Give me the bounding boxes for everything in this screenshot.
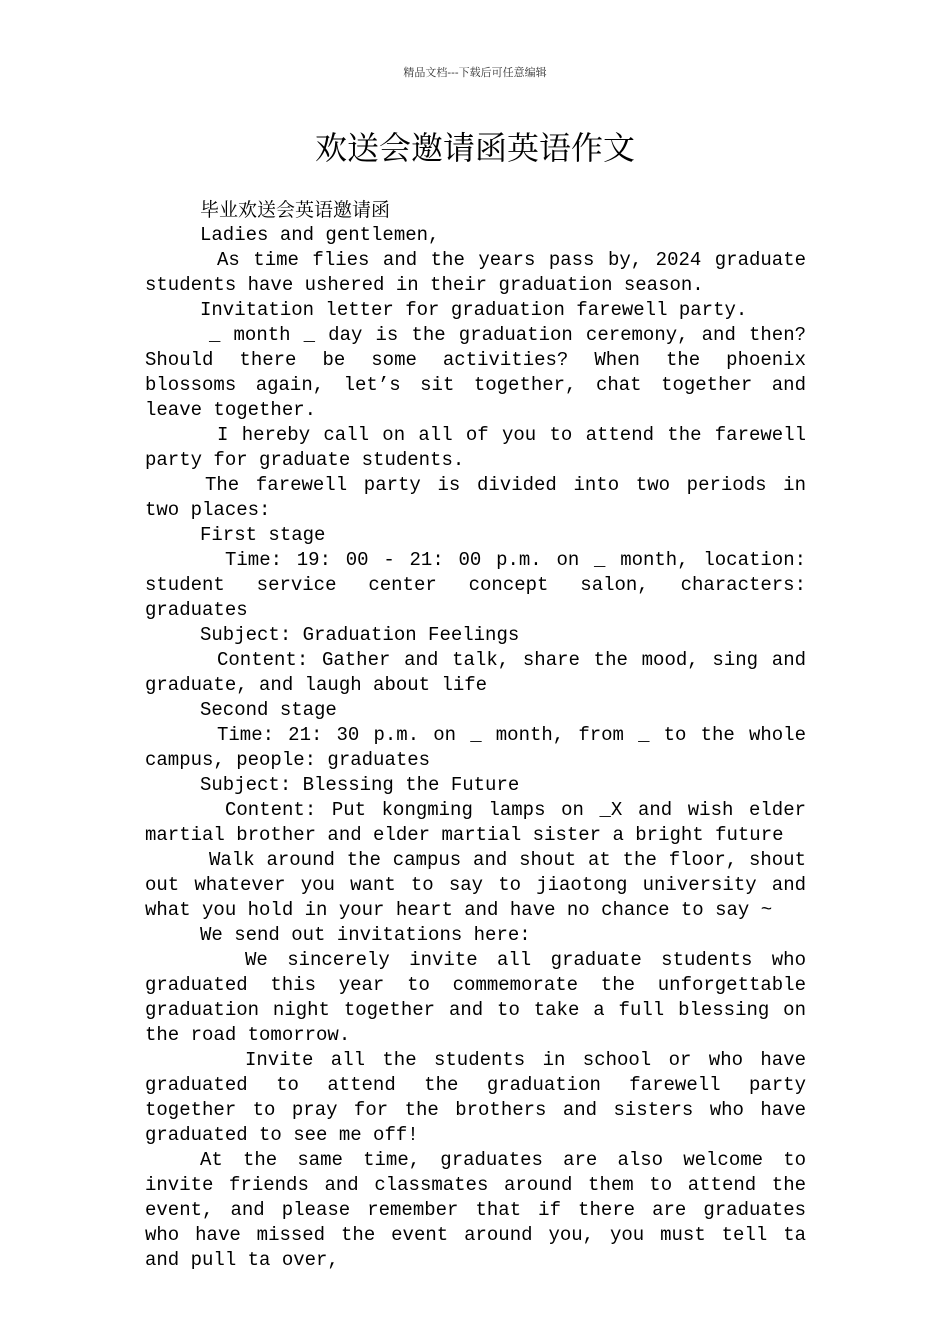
header-note: 精品文档---下载后可任意编辑 <box>403 66 547 79</box>
paragraph: Ladies and gentlemen, <box>200 224 440 246</box>
paragraph: Second stage <box>200 699 337 721</box>
paragraph: Invite all the students in school or who have graduated to attend the graduation farewell party together to pray for the brothers and sisters who have graduated to see me off! <box>145 1049 806 1146</box>
paragraph: Content: Gather and talk, share the mood, sing and graduate, and laugh about life <box>145 649 806 696</box>
paragraph: We sincerely invite all graduate students who graduated this year to commemorate the unforgettable graduation night together and to take a full blessing on the road tomorrow. <box>145 949 806 1046</box>
paragraph: Walk around the campus and shout at the floor, shout out whatever you want to say to jiaotong university and what you hold in your heart and have no chance to say ~ <box>145 849 806 921</box>
paragraph: Subject: Blessing the Future <box>200 774 520 796</box>
subtitle: 毕业欢送会英语邀请函 <box>200 199 391 221</box>
paragraph: Time: 19: 00 - 21: 00 p.m. on _ month, location: student service center concept salon, characters: graduates <box>145 549 806 621</box>
paragraph: Time: 21: 30 p.m. on _ month, from _ to the whole campus, people: graduates <box>145 724 806 771</box>
paragraph: Content: Put kongming lamps on _X and wish elder martial brother and elder martial sister a bright future <box>145 799 806 846</box>
paragraph: Invitation letter for graduation farewell party. <box>200 299 748 321</box>
paragraph: I hereby call on all of you to attend the farewell party for graduate students. <box>145 424 806 471</box>
paragraph: _ month _ day is the graduation ceremony, and then? Should there be some activities? When the phoenix blossoms again, let’s sit together, chat together and leave together. <box>145 324 806 421</box>
paragraph: As time flies and the years pass by, 2024 graduate students have ushered in their graduation season. <box>145 249 806 296</box>
paragraph: The farewell party is divided into two periods in two places: <box>145 474 806 521</box>
page-title: 欢送会邀请函英语作文 <box>314 129 635 167</box>
paragraph: At the same time, graduates are also welcome to invite friends and classmates around them to attend the event, and please remember that if there are graduates who have missed the event around you, you must tell ta and pull ta over, <box>145 1149 806 1271</box>
paragraph: We send out invitations here: <box>200 924 531 946</box>
document-body <box>145 198 806 1273</box>
paragraph: Subject: Graduation Feelings <box>200 624 520 646</box>
paragraph: First stage <box>200 524 326 546</box>
